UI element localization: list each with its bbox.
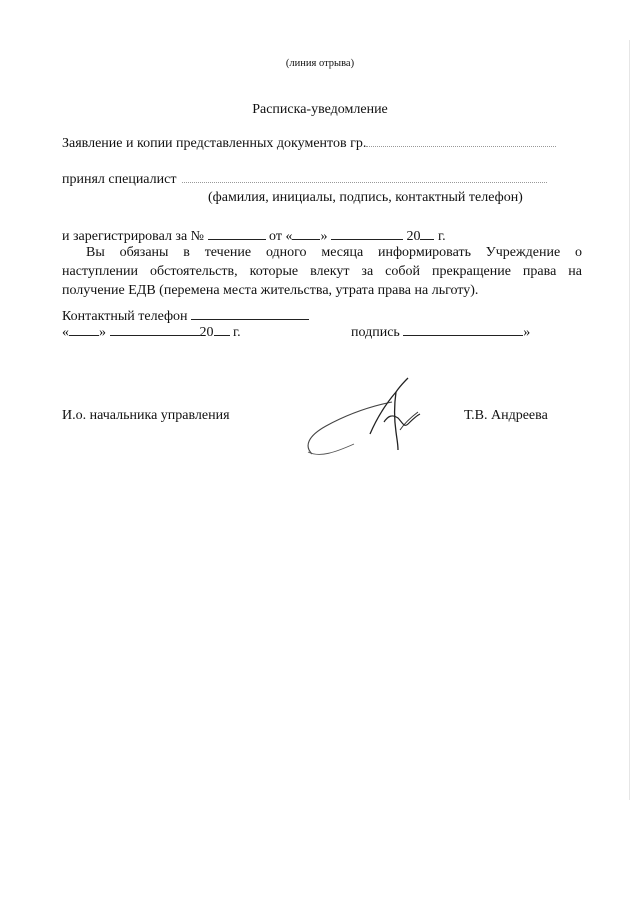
specialist-blank bbox=[182, 172, 547, 183]
date-year-blank bbox=[214, 323, 230, 336]
application-text: Заявление и копии представленных документов гр. bbox=[62, 136, 367, 151]
signature-blank bbox=[403, 323, 523, 336]
signature-line bbox=[351, 323, 530, 341]
registration-line bbox=[62, 227, 446, 245]
page-edge-line bbox=[629, 40, 630, 800]
registration-year-prefix: 20 bbox=[406, 229, 421, 244]
registration-year-blank bbox=[420, 227, 434, 240]
registration-from: от « bbox=[269, 229, 293, 244]
registration-number-blank bbox=[208, 227, 266, 240]
specialist-hint: (фамилия, инициалы, подпись, контактный телефон) bbox=[208, 190, 523, 205]
document-title: Расписка-уведомление bbox=[252, 102, 388, 117]
date-day-blank bbox=[69, 323, 99, 336]
signature-icon bbox=[300, 372, 440, 462]
date-year-suffix: г. bbox=[233, 325, 241, 340]
registration-prefix: и зарегистрировал за № bbox=[62, 229, 205, 244]
signature-close-quote: » bbox=[523, 325, 531, 340]
registration-close-quote: » bbox=[320, 229, 328, 244]
signature-label: подпись bbox=[351, 325, 400, 340]
date-line bbox=[62, 323, 241, 341]
specialist-line bbox=[62, 172, 547, 188]
date-open-quote: « bbox=[62, 325, 69, 340]
official-name: Т.В. Андреева bbox=[464, 408, 548, 423]
date-year-prefix: 20 bbox=[199, 325, 214, 340]
citizen-name-blank bbox=[366, 136, 556, 147]
date-close-quote: » bbox=[99, 325, 106, 340]
registration-month-blank bbox=[331, 227, 403, 240]
registration-year-suffix: г. bbox=[437, 229, 446, 244]
notice-line-2: наступлении обстоятельств, которые влекут за собой прекращение права на bbox=[62, 264, 582, 279]
application-line bbox=[62, 136, 556, 152]
date-month-blank bbox=[110, 323, 200, 336]
registration-day-blank bbox=[292, 227, 320, 240]
notice-line-1: Вы обязаны в течение одного месяца информировать Учреждение о bbox=[86, 245, 582, 260]
tear-line-label: (линия отрыва) bbox=[285, 58, 355, 69]
notice-line-3: получение ЕДВ (перемена места жительства, утрата права на льготу). bbox=[62, 283, 479, 298]
specialist-label: принял специалист bbox=[62, 172, 177, 187]
official-position: И.о. начальника управления bbox=[62, 408, 230, 423]
handwritten-signature bbox=[300, 372, 440, 462]
contact-phone-blank bbox=[191, 307, 309, 320]
contact-phone-label: Контактный телефон bbox=[62, 309, 188, 324]
